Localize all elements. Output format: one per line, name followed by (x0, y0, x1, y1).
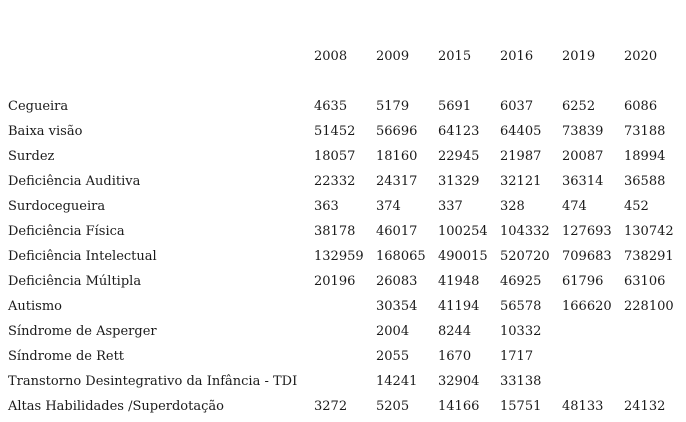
table-cell: 1717 (500, 349, 534, 364)
row-label: Surdocegueira (8, 199, 106, 214)
row-label: Deficiência Intelectual (8, 249, 157, 264)
table-cell: 14166 (438, 399, 480, 414)
spacer-row (8, 69, 686, 94)
table-cell: 22332 (314, 174, 356, 189)
table-cell: 36314 (562, 174, 604, 189)
special-education-table (8, 44, 686, 419)
year-header: 2019 (562, 49, 596, 64)
table-row (8, 269, 686, 294)
row-label: Altas Habilidades /Superdotação (8, 399, 224, 414)
table-cell: 127693 (562, 224, 612, 239)
table-row (8, 119, 686, 144)
table-cell (624, 319, 686, 344)
table-cell: 30354 (376, 299, 418, 314)
table-cell: 166620 (562, 299, 612, 314)
table-cell (314, 344, 376, 369)
table-row (8, 144, 686, 169)
table-cell: 228100 (624, 299, 674, 314)
table-cell: 5205 (376, 399, 410, 414)
table-cell: 8244 (438, 324, 472, 339)
table-cell: 32121 (500, 174, 542, 189)
table-cell: 374 (376, 199, 401, 214)
table-cell: 73839 (562, 124, 604, 139)
table-cell: 20087 (562, 149, 604, 164)
table-cell: 41948 (438, 274, 480, 289)
corner-cell (8, 44, 314, 69)
table-cell: 738291 (624, 249, 674, 264)
table-cell (314, 294, 376, 319)
table-cell: 6086 (624, 99, 658, 114)
row-label: Transtorno Desintegrativo da Infância - TDI (8, 374, 298, 389)
table-row (8, 319, 686, 344)
table-cell: 26083 (376, 274, 418, 289)
table-cell: 1670 (438, 349, 472, 364)
table-cell: 24132 (624, 399, 666, 414)
table-body (8, 69, 686, 419)
table-cell: 18057 (314, 149, 356, 164)
table-cell (314, 319, 376, 344)
table-cell: 6037 (500, 99, 534, 114)
year-header: 2016 (500, 49, 534, 64)
row-label: Síndrome de Rett (8, 349, 125, 364)
table-row (8, 94, 686, 119)
table-row (8, 294, 686, 319)
table-cell: 33138 (500, 374, 542, 389)
table-cell: 10332 (500, 324, 542, 339)
table-cell: 5179 (376, 99, 410, 114)
table-cell (562, 319, 624, 344)
table-cell: 64123 (438, 124, 480, 139)
row-label: Autismo (8, 299, 62, 314)
table-cell: 709683 (562, 249, 612, 264)
table-cell: 14241 (376, 374, 418, 389)
table-cell: 474 (562, 199, 587, 214)
table-cell: 6252 (562, 99, 596, 114)
table-cell: 61796 (562, 274, 604, 289)
table-cell: 32904 (438, 374, 480, 389)
table-cell: 100254 (438, 224, 488, 239)
header-row (8, 44, 686, 69)
table-cell: 73188 (624, 124, 666, 139)
year-header: 2015 (438, 49, 472, 64)
table-cell: 168065 (376, 249, 426, 264)
table-cell: 21987 (500, 149, 542, 164)
row-label: Cegueira (8, 99, 69, 114)
table-cell (562, 344, 624, 369)
table-cell: 15751 (500, 399, 542, 414)
table-cell: 2055 (376, 349, 410, 364)
row-label: Síndrome de Asperger (8, 324, 157, 339)
data-table-container (8, 44, 686, 419)
table-cell: 31329 (438, 174, 480, 189)
table-cell: 18994 (624, 149, 666, 164)
row-label: Surdez (8, 149, 55, 164)
table-cell: 130742 (624, 224, 674, 239)
table-cell: 38178 (314, 224, 356, 239)
table-cell: 4635 (314, 99, 348, 114)
table-cell: 36588 (624, 174, 666, 189)
row-label: Deficiência Múltipla (8, 274, 142, 289)
table-cell: 46017 (376, 224, 418, 239)
table-cell: 3272 (314, 399, 348, 414)
row-label: Baixa visão (8, 124, 83, 139)
table-cell (624, 369, 686, 394)
table-cell: 452 (624, 199, 649, 214)
year-header: 2009 (376, 49, 410, 64)
table-cell (314, 369, 376, 394)
year-header: 2008 (314, 49, 348, 64)
table-cell (624, 344, 686, 369)
table-cell: 24317 (376, 174, 418, 189)
table-cell: 46925 (500, 274, 542, 289)
year-header: 2020 (624, 49, 658, 64)
table-cell: 64405 (500, 124, 542, 139)
table-row (8, 369, 686, 394)
table-row (8, 169, 686, 194)
table-cell: 56578 (500, 299, 542, 314)
table-cell: 63106 (624, 274, 666, 289)
table-cell: 363 (314, 199, 339, 214)
table-row (8, 219, 686, 244)
table-cell: 337 (438, 199, 463, 214)
table-row (8, 394, 686, 419)
row-label: Deficiência Auditiva (8, 174, 141, 189)
table-cell: 520720 (500, 249, 550, 264)
table-cell: 48133 (562, 399, 604, 414)
table-cell: 22945 (438, 149, 480, 164)
table-cell: 5691 (438, 99, 472, 114)
table-cell: 20196 (314, 274, 356, 289)
table-row (8, 244, 686, 269)
table-cell: 490015 (438, 249, 488, 264)
table-cell: 51452 (314, 124, 356, 139)
table-cell: 56696 (376, 124, 418, 139)
table-cell: 328 (500, 199, 525, 214)
table-row (8, 194, 686, 219)
table-cell (562, 369, 624, 394)
table-cell: 104332 (500, 224, 550, 239)
table-row (8, 344, 686, 369)
table-cell: 2004 (376, 324, 410, 339)
table-cell: 132959 (314, 249, 364, 264)
table-cell: 18160 (376, 149, 418, 164)
row-label: Deficiência Física (8, 224, 125, 239)
table-cell: 41194 (438, 299, 480, 314)
